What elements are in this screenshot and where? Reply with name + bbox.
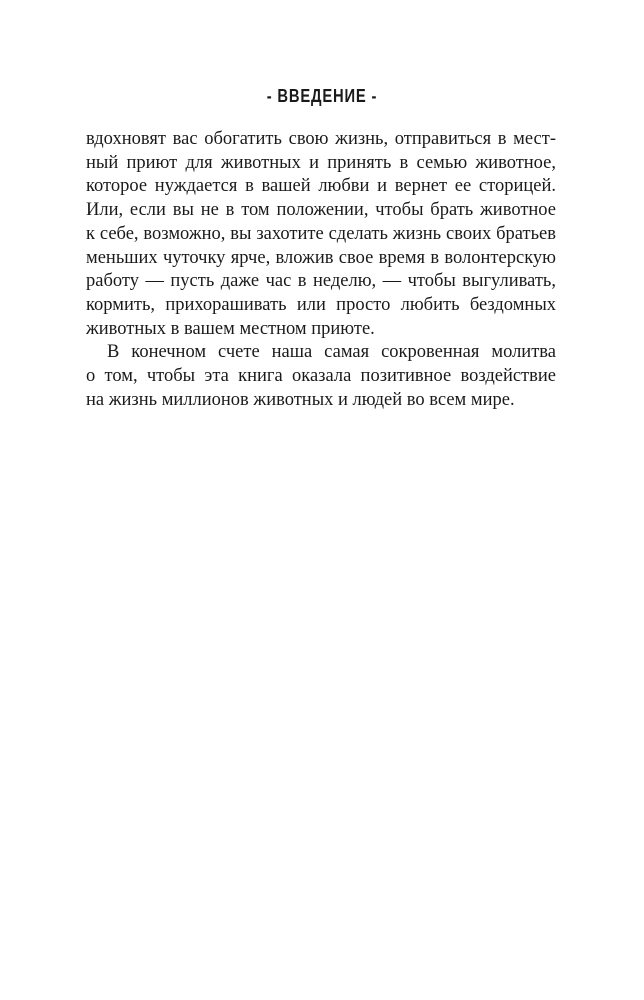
body-text bbox=[86, 128, 556, 412]
text-line: меньших чуточку ярче, вложив свое время в волонтерскую bbox=[86, 247, 556, 268]
text-line: животных в вашем местном приюте. bbox=[86, 318, 375, 339]
text-line: кормить, прихорашивать или просто любить бездомных bbox=[86, 294, 556, 315]
text-line: работу — пусть даже час в неделю, — чтобы выгуливать, bbox=[86, 271, 556, 292]
text-line: Или, если вы не в том положении, чтобы брать животное bbox=[86, 200, 556, 221]
paragraph-2 bbox=[86, 341, 556, 412]
paragraph-1 bbox=[86, 128, 556, 341]
text-line: которое нуждается в вашей любви и вернет ее сторицей. bbox=[86, 176, 556, 197]
text-line: к себе, возможно, вы захотите сделать жизнь своих братьев bbox=[86, 223, 556, 244]
text-line: вдохновят вас обогатить свою жизнь, отправиться в мест- bbox=[86, 129, 556, 149]
text-line: ный приют для животных и принять в семью животное, bbox=[86, 152, 556, 173]
text-line: В конечном счете наша самая сокровенная молитва bbox=[107, 342, 556, 363]
running-head-title: - ВВЕДЕНИЕ - bbox=[266, 86, 378, 106]
text-line: на жизнь миллионов животных и людей во всем мире. bbox=[86, 389, 515, 410]
text-line: о том, чтобы эта книга оказала позитивное воздействие bbox=[86, 366, 556, 387]
